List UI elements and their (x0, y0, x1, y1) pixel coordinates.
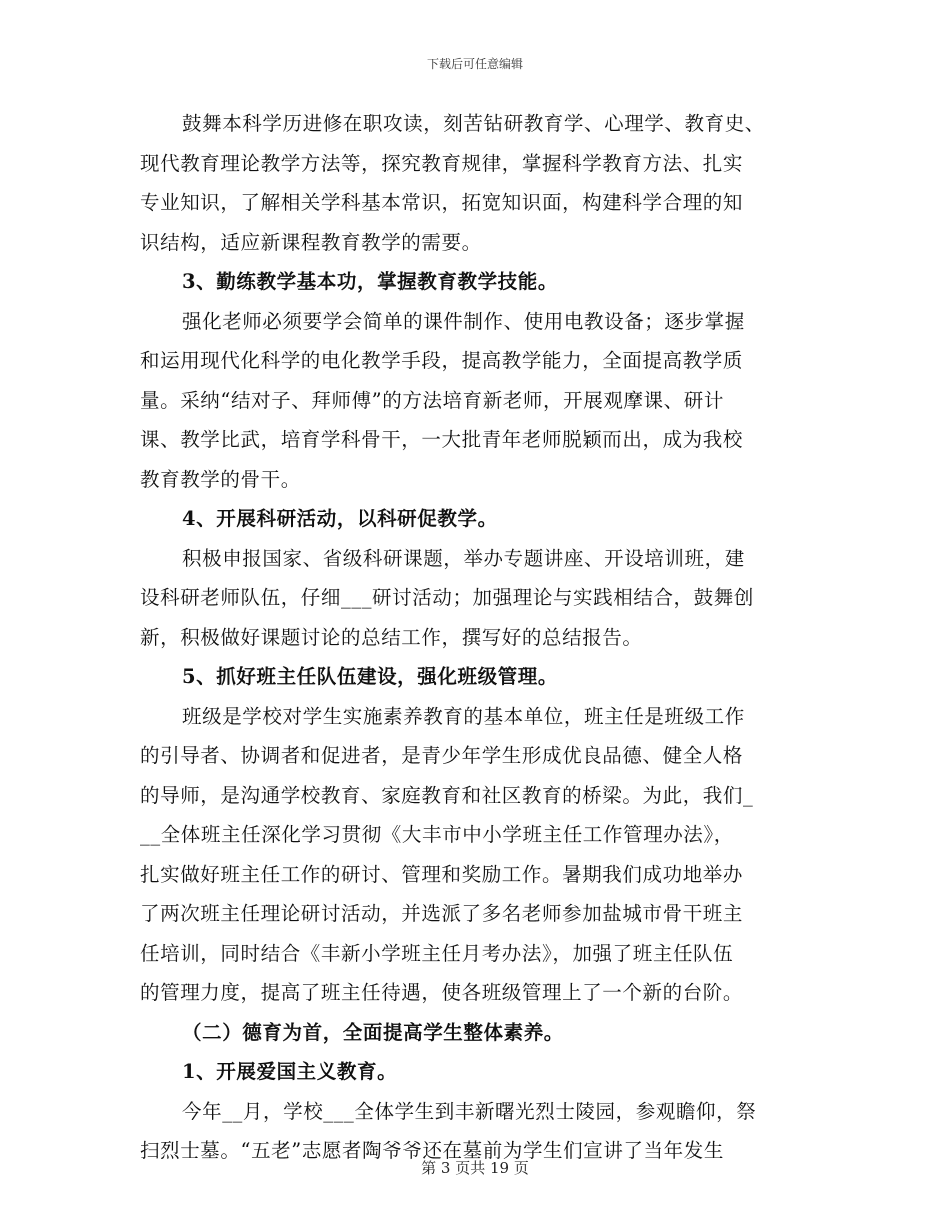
text-line: 新，积极做好课题讨论的总结工作，撰写好的总结报告。 (140, 625, 643, 649)
text-line: 积极申报国家、省级科研课题，举办专题讲座、开设培训班，建 (182, 546, 745, 570)
section-heading: 4、开展科研活动，以科研促教学。 (182, 507, 498, 530)
document-body (140, 104, 798, 1171)
section-heading: 5、抓好班主任队伍建设，强化班级管理。 (182, 665, 558, 688)
page-footer: 第 3 页共 19 页 (421, 1159, 529, 1177)
text-line: 鼓舞本科学历进修在职攻读，刻苦钻研教育学、心理学、教育史、 (182, 112, 765, 135)
text-line: 班级是学校对学生实施素养教育的基本单位，班主任是班级工作 (182, 704, 745, 728)
page-header: 下载后可任意编辑 (426, 57, 523, 71)
text-line: 量。采纳“结对子、拜师傅”的方法培育新老师，开展观摩课、研计 (140, 388, 724, 412)
text-line: __全体班主任深化学习贯彻《大丰市中小学班主任工作管理办法》， (140, 823, 734, 846)
text-line: 现代教育理论教学方法等，探究教育规律，掌握科学教育方法、扎实 (140, 151, 744, 175)
text-line: 任培训，同时结合《丰新小学班主任月考办法》，加强了班主任队伍 (140, 941, 734, 965)
text-line: 专业知识，了解相关学科基本常识，拓宽知识面，构建科学合理的知 (140, 191, 744, 214)
text-line: 的引导者、协调者和促进者，是青少年学生形成优良品德、健全人格 (140, 744, 744, 767)
text-line: 课、教学比武，培育学科骨干，一大批青年老师脱颖而出，成为我校 (140, 428, 744, 451)
text-line: 今年__月，学校___全体学生到丰新曙光烈士陵园，参观瞻仰，祭 (182, 1099, 757, 1123)
text-line: 和运用现代化科学的电化教学手段，提高教学能力，全面提高教学质 (140, 349, 744, 372)
section-heading: 1、开展爱国主义教育。 (182, 1060, 398, 1083)
text-line: 的导师，是沟通学校教育、家庭教育和社区教育的桥梁。为此，我们_ (140, 783, 754, 807)
text-line: 了两次班主任理论研讨活动，并选派了多名老师参加盐城市骨干班主 (140, 902, 744, 925)
text-line: 的管理力度，提高了班主任待遇，使各班级管理上了一个新的台阶。 (140, 981, 744, 1004)
text-line: 扎实做好班主任工作的研讨、管理和奖励工作。暑期我们成功地举办 (140, 862, 744, 886)
section-heading: （二）德育为首，全面提高学生整体素养。 (182, 1020, 564, 1044)
text-line: 强化老师必须要学会简单的课件制作、使用电教设备；逐步掌握 (182, 309, 745, 333)
section-heading: 3、勤练教学基本功，掌握教育教学技能。 (182, 270, 558, 293)
text-line: 识结构，适应新课程教育教学的需要。 (140, 230, 482, 254)
text-line: 设科研老师队伍，仔细___研讨活动；加强理论与实践相结合，鼓舞创 (140, 586, 754, 609)
text-line: 教育教学的骨干。 (140, 467, 301, 491)
text-line: 扫烈士墓。“五老”志愿者陶爷爷还在墓前为学生们宣讲了当年发生 (140, 1139, 724, 1162)
